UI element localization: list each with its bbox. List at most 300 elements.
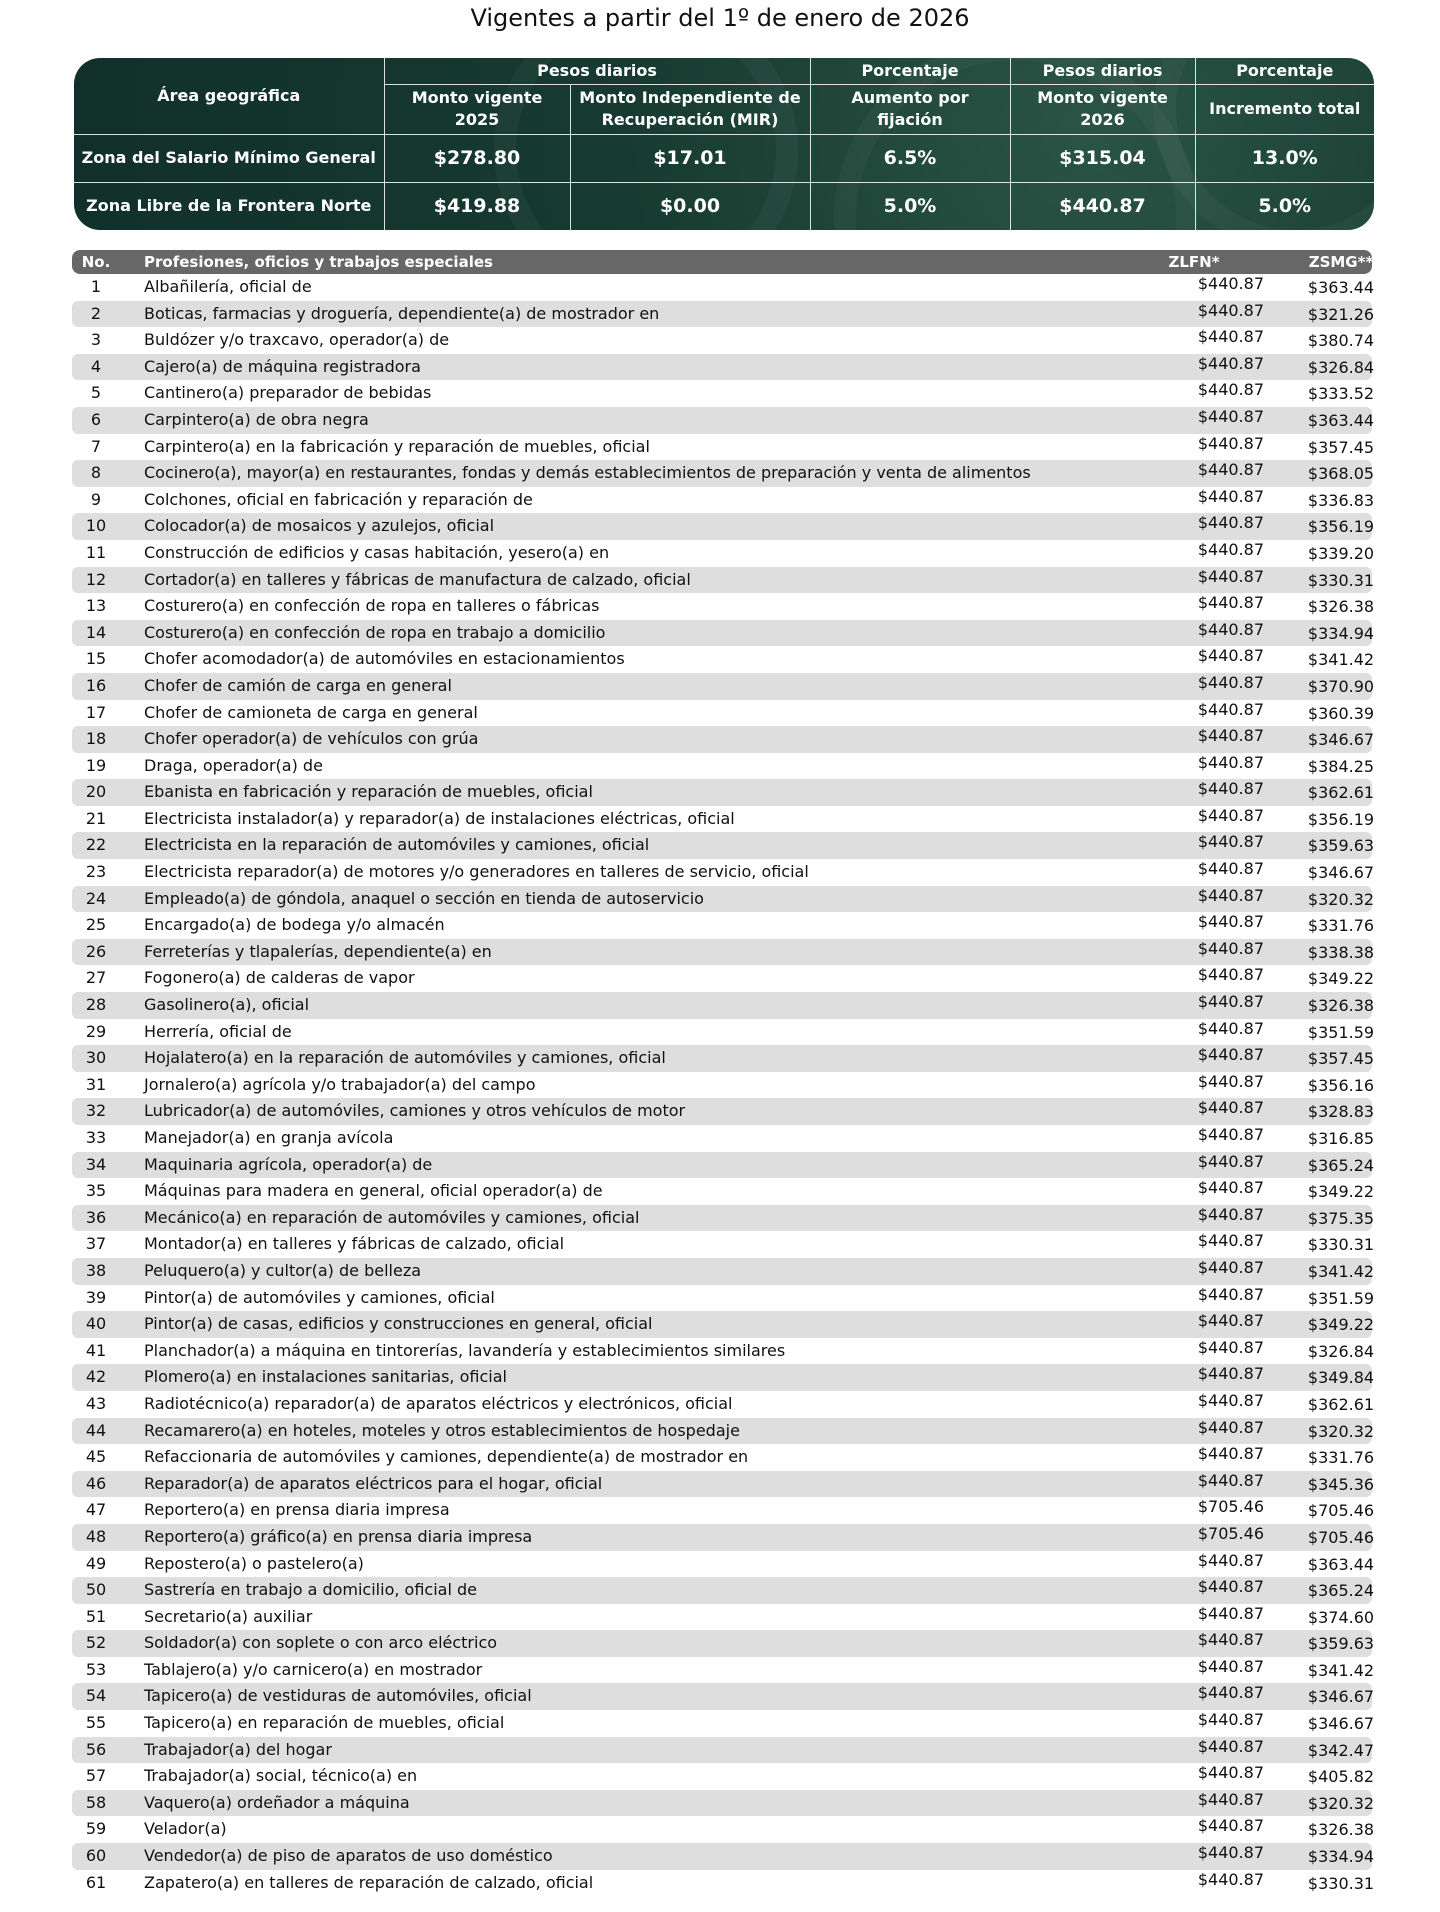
zone-label: Zona Libre de la Frontera Norte — [74, 182, 384, 230]
table-row — [72, 859, 1375, 886]
row-profession: Electricista en la reparación de automóviles y camiones, oficial — [144, 835, 650, 855]
row-number: 56 — [85, 1739, 107, 1759]
table-row — [72, 1656, 1375, 1684]
row-zsmg: $345.36 — [1307, 1474, 1375, 1494]
row-zsmg: $356.19 — [1307, 809, 1375, 829]
row-profession: Electricista reparador(a) de motores y/o generadores en talleres de servicio, oficial — [144, 862, 809, 882]
row-zsmg: $346.67 — [1307, 863, 1375, 883]
row-profession: Reportero(a) en prensa diaria impresa — [144, 1500, 450, 1520]
row-profession: Colocador(a) de mosaicos y azulejos, oficial — [144, 516, 495, 536]
row-number: 28 — [85, 995, 107, 1015]
row-profession: Manejador(a) en granja avícola — [144, 1128, 394, 1147]
row-profession: Encargado(a) de bodega y/o almacén — [144, 915, 445, 935]
row-profession: Cocinero(a), mayor(a) en restaurantes, fondas y demás establecimientos de preparación y venta de alimentos — [144, 463, 1031, 483]
row-zsmg: $370.90 — [1307, 676, 1375, 696]
row-number: 39 — [85, 1287, 107, 1307]
row-profession: Boticas, farmacias y droguería, dependiente(a) de mostrador en — [144, 303, 660, 323]
table-row — [72, 1444, 1375, 1471]
row-number: 21 — [85, 808, 107, 828]
row-zsmg: $331.76 — [1307, 916, 1375, 936]
row-zsmg: $339.20 — [1307, 543, 1375, 563]
row-profession: Vaquero(a) ordeñador a máquina — [144, 1792, 410, 1812]
row-zsmg: $330.31 — [1307, 570, 1375, 590]
table-row — [72, 406, 1375, 434]
row-zsmg: $328.83 — [1307, 1102, 1375, 1122]
row-number: 34 — [85, 1154, 107, 1174]
row-number: 31 — [85, 1074, 107, 1094]
table-row — [72, 752, 1375, 780]
row-zlfn: $440.87 — [1197, 1364, 1264, 1384]
row-number: 1 — [90, 277, 102, 296]
table-row — [72, 1789, 1375, 1817]
table-row — [72, 1125, 1375, 1152]
row-zlfn: $440.87 — [1197, 1390, 1264, 1410]
row-zlfn: $440.87 — [1197, 327, 1264, 347]
zone-value: 6.5% — [810, 134, 1010, 182]
row-profession: Chofer de camión de carga en general — [144, 675, 452, 695]
row-number: 46 — [85, 1473, 107, 1493]
table-row — [72, 726, 1375, 753]
zone-label: Zona del Salario Mínimo General — [74, 134, 384, 182]
row-profession: Herrería, oficial de — [144, 1021, 292, 1041]
row-zsmg: $346.67 — [1307, 1687, 1375, 1707]
row-zsmg: $363.44 — [1307, 1554, 1375, 1574]
row-zlfn: $440.87 — [1197, 1869, 1264, 1889]
row-number: 59 — [85, 1819, 107, 1839]
row-zlfn: $440.87 — [1197, 1098, 1264, 1118]
row-profession: Construcción de edificios y casas habitación, yesero(a) en — [144, 542, 610, 562]
row-number: 3 — [90, 330, 102, 350]
row-zsmg: $359.63 — [1307, 836, 1375, 856]
row-profession: Máquinas para madera en general, oficial operador(a) de — [144, 1181, 603, 1201]
row-zsmg: $326.38 — [1307, 996, 1375, 1016]
table-row — [72, 1577, 1375, 1604]
table-row — [72, 274, 1375, 301]
row-zlfn: $440.87 — [1197, 992, 1264, 1012]
table-row — [72, 1683, 1375, 1710]
zone-value: $0.00 — [570, 182, 810, 230]
row-profession: Reparador(a) de aparatos eléctricos para el hogar, oficial — [144, 1473, 603, 1493]
row-profession: Pintor(a) de automóviles y camiones, oficial — [144, 1287, 495, 1307]
row-zlfn: $440.87 — [1197, 486, 1264, 506]
table-row — [72, 1311, 1375, 1338]
table-row — [72, 699, 1375, 727]
row-zsmg: $705.46 — [1307, 1527, 1375, 1547]
table-row — [72, 1257, 1375, 1285]
page-title: Vigentes a partir del 1º de enero de 2026 — [470, 4, 970, 32]
area-header: Área geográfica — [74, 58, 384, 134]
row-profession: Planchador(a) a máquina en tintorerías, lavandería y establecimientos similares — [144, 1340, 786, 1360]
row-number: 8 — [90, 463, 102, 483]
row-zsmg: $356.19 — [1307, 517, 1375, 537]
row-number: 60 — [85, 1846, 107, 1866]
row-zlfn: $440.87 — [1197, 672, 1264, 692]
row-zlfn: $440.87 — [1197, 1204, 1264, 1224]
table-row — [72, 353, 1375, 381]
row-profession: Plomero(a) en instalaciones sanitarias, oficial — [144, 1367, 507, 1387]
row-zlfn: $440.87 — [1197, 885, 1264, 905]
row-zlfn: $440.87 — [1197, 1071, 1264, 1091]
row-number: 19 — [85, 755, 107, 775]
row-profession: Trabajador(a) del hogar — [144, 1739, 332, 1759]
table-row — [72, 1098, 1375, 1125]
row-number: 25 — [85, 915, 107, 935]
row-zlfn: $440.87 — [1197, 779, 1264, 799]
row-profession: Ebanista en fabricación y reparación de muebles, oficial — [144, 782, 593, 802]
summary-table — [74, 58, 1374, 230]
row-number: 45 — [85, 1447, 107, 1467]
row-zlfn: $440.87 — [1197, 1045, 1264, 1065]
row-zsmg: $368.05 — [1307, 464, 1375, 484]
row-profession: Carpintero(a) de obra negra — [144, 409, 369, 429]
table-row — [72, 1204, 1375, 1232]
row-zsmg: $342.47 — [1307, 1740, 1375, 1760]
row-number: 4 — [90, 356, 102, 376]
row-number: 50 — [85, 1580, 107, 1600]
row-zlfn: $440.87 — [1197, 859, 1264, 879]
table-row — [72, 593, 1375, 620]
row-number: 23 — [85, 862, 107, 882]
row-zlfn: $440.87 — [1197, 752, 1264, 772]
table-row — [72, 1071, 1375, 1099]
row-number: 27 — [85, 968, 107, 988]
table-row — [72, 433, 1375, 461]
row-zsmg: $362.61 — [1307, 783, 1375, 803]
row-zlfn: $440.87 — [1197, 1444, 1264, 1464]
row-zlfn: $440.87 — [1197, 805, 1264, 825]
zone-value: 13.0% — [1195, 134, 1374, 182]
row-zsmg: $362.61 — [1307, 1394, 1375, 1414]
row-number: 29 — [85, 1021, 107, 1041]
header-zsmg: ZSMG** — [1308, 253, 1374, 271]
row-zlfn: $440.87 — [1197, 1736, 1264, 1756]
row-profession: Costurero(a) en confección de ropa en talleres o fábricas — [144, 596, 600, 616]
group-header: Pesos diarios — [1010, 58, 1195, 84]
row-zsmg: $365.24 — [1307, 1581, 1375, 1601]
row-zlfn: $705.46 — [1197, 1497, 1264, 1517]
column-header: Monto vigente 2026 — [1010, 84, 1195, 134]
table-row — [72, 1364, 1375, 1391]
row-zsmg: $321.26 — [1307, 304, 1375, 324]
table-row — [72, 1603, 1375, 1631]
row-number: 38 — [85, 1260, 107, 1280]
row-zsmg: $330.31 — [1307, 1873, 1375, 1893]
table-row — [72, 1630, 1375, 1657]
row-number: 22 — [85, 835, 107, 855]
row-number: 51 — [85, 1606, 107, 1626]
row-number: 52 — [85, 1633, 107, 1653]
table-row — [72, 460, 1375, 487]
row-profession: Peluquero(a) y cultor(a) de belleza — [144, 1260, 422, 1280]
table-row — [72, 1736, 1375, 1764]
row-profession: Ferreterías y tlapalerías, dependiente(a) en — [144, 941, 492, 961]
row-zsmg: $384.25 — [1307, 756, 1375, 776]
row-number: 42 — [85, 1367, 107, 1387]
row-zsmg: $330.31 — [1307, 1235, 1375, 1255]
table-row — [72, 619, 1375, 647]
row-zlfn: $705.46 — [1197, 1523, 1264, 1543]
row-profession: Gasolinero(a), oficial — [144, 995, 310, 1015]
table-row — [72, 1337, 1375, 1365]
professions-table — [72, 250, 1375, 1896]
row-zlfn: $440.87 — [1197, 406, 1264, 426]
table-row — [72, 912, 1375, 939]
row-profession: Tablajero(a) y/o carnicero(a) en mostrador — [144, 1659, 483, 1679]
row-number: 5 — [90, 383, 102, 403]
row-profession: Chofer acomodador(a) de automóviles en estacionamientos — [144, 649, 625, 669]
table-row — [72, 646, 1375, 673]
row-zlfn: $440.87 — [1197, 1178, 1264, 1198]
row-zsmg: $320.32 — [1307, 889, 1375, 909]
row-zsmg: $331.76 — [1307, 1448, 1375, 1468]
row-zsmg: $333.52 — [1307, 384, 1375, 404]
header-no: No. — [81, 253, 111, 271]
row-number: 49 — [85, 1553, 107, 1573]
table-row — [72, 779, 1375, 806]
row-profession: Electricista instalador(a) y reparador(a) de instalaciones eléctricas, oficial — [144, 808, 735, 828]
table-row — [72, 1869, 1375, 1897]
zone-value: 5.0% — [1195, 182, 1374, 230]
row-number: 54 — [85, 1686, 107, 1706]
row-number: 11 — [85, 542, 107, 562]
table-row — [72, 1417, 1375, 1445]
row-number: 14 — [85, 622, 107, 642]
row-zsmg: $346.67 — [1307, 1714, 1375, 1734]
row-profession: Mecánico(a) en reparación de automóviles y camiones, oficial — [144, 1207, 640, 1227]
row-zlfn: $440.87 — [1197, 460, 1264, 480]
row-profession: Soldador(a) con soplete o con arco eléctrico — [144, 1633, 498, 1653]
row-number: 15 — [85, 649, 107, 669]
row-number: 10 — [85, 516, 107, 536]
header-profession: Profesiones, oficios y trabajos especiales — [144, 253, 493, 271]
row-number: 6 — [90, 409, 102, 429]
table-row — [72, 1843, 1375, 1870]
row-zlfn: $440.87 — [1197, 726, 1264, 746]
row-zsmg: $326.38 — [1307, 1820, 1375, 1840]
table-row — [72, 992, 1375, 1019]
row-profession: Carpintero(a) en la fabricación y reparación de muebles, oficial — [144, 436, 650, 456]
row-zsmg: $363.44 — [1307, 410, 1375, 430]
table-row — [72, 1816, 1375, 1843]
zone-value: $419.88 — [384, 182, 570, 230]
row-number: 18 — [85, 729, 107, 749]
row-zsmg: $357.45 — [1307, 1049, 1375, 1069]
row-zsmg: $349.84 — [1307, 1368, 1375, 1388]
row-number: 16 — [85, 675, 107, 695]
row-number: 30 — [85, 1048, 107, 1068]
row-zlfn: $440.87 — [1197, 1656, 1264, 1676]
row-profession: Chofer operador(a) de vehículos con grúa — [144, 729, 479, 749]
row-number: 57 — [85, 1766, 107, 1786]
row-profession: Repostero(a) o pastelero(a) — [144, 1553, 364, 1573]
table-row — [72, 300, 1375, 328]
table-row — [72, 965, 1375, 992]
row-profession: Sastrería en trabajo a domicilio, oficial de — [144, 1580, 477, 1600]
zone-value: $440.87 — [1010, 182, 1195, 230]
row-zlfn: $440.87 — [1197, 539, 1264, 559]
row-profession: Velador(a) — [144, 1819, 227, 1839]
row-number: 9 — [90, 489, 102, 509]
row-profession: Lubricador(a) de automóviles, camiones y otros vehículos de motor — [144, 1101, 686, 1121]
column-header: Aumento por fijación — [810, 84, 1010, 134]
row-zsmg: $351.59 — [1307, 1288, 1375, 1308]
row-number: 35 — [85, 1181, 107, 1201]
row-zsmg: $705.46 — [1307, 1501, 1375, 1521]
row-profession: Cortador(a) en talleres y fábricas de manufactura de calzado, oficial — [144, 569, 691, 589]
group-header: Porcentaje — [810, 58, 1010, 84]
row-zlfn: $440.87 — [1197, 912, 1264, 932]
table-row — [72, 1763, 1375, 1790]
zone-value: $17.01 — [570, 134, 810, 182]
row-zlfn: $440.87 — [1197, 1337, 1264, 1357]
row-zlfn: $440.87 — [1197, 513, 1264, 533]
row-profession: Hojalatero(a) en la reparación de automóviles y camiones, oficial — [144, 1048, 666, 1068]
row-zlfn: $440.87 — [1197, 1018, 1264, 1038]
row-profession: Draga, operador(a) de — [144, 755, 323, 775]
table-row — [72, 1710, 1375, 1737]
table-row — [72, 805, 1375, 833]
row-zsmg: $341.42 — [1307, 650, 1375, 670]
row-zsmg: $351.59 — [1307, 1022, 1375, 1042]
professions-rows — [72, 274, 1375, 1896]
row-profession: Cantinero(a) preparador de bebidas — [144, 383, 432, 403]
row-zsmg: $326.38 — [1307, 597, 1375, 617]
table-row — [72, 1045, 1375, 1072]
zone-value: 5.0% — [810, 182, 1010, 230]
row-zsmg: $338.38 — [1307, 942, 1375, 962]
group-header: Porcentaje — [1195, 58, 1374, 84]
zone-value: $278.80 — [384, 134, 570, 182]
row-number: 13 — [85, 596, 107, 616]
row-zlfn: $440.87 — [1197, 274, 1264, 293]
row-zsmg: $326.84 — [1307, 1341, 1375, 1361]
row-zsmg: $341.42 — [1307, 1660, 1375, 1680]
row-profession: Maquinaria agrícola, operador(a) de — [144, 1154, 433, 1174]
row-zlfn: $440.87 — [1197, 1603, 1264, 1623]
row-zlfn: $440.87 — [1197, 593, 1264, 613]
row-zlfn: $440.87 — [1197, 1125, 1264, 1144]
row-zlfn: $440.87 — [1197, 1763, 1264, 1783]
row-number: 7 — [90, 436, 102, 456]
row-number: 47 — [85, 1500, 107, 1520]
column-header: Monto vigente 2025 — [384, 84, 570, 134]
row-number: 43 — [85, 1393, 107, 1413]
row-profession: Chofer de camioneta de carga en general — [144, 702, 478, 722]
row-zsmg: $365.24 — [1307, 1155, 1375, 1175]
row-zlfn: $440.87 — [1197, 1151, 1264, 1171]
row-profession: Refaccionaria de automóviles y camiones, dependiente(a) de mostrador en — [144, 1447, 749, 1467]
table-row — [72, 885, 1375, 913]
column-header: Incremento total — [1195, 84, 1374, 134]
row-zlfn: $440.87 — [1197, 1311, 1264, 1331]
table-row — [72, 1550, 1375, 1578]
row-zsmg: $349.22 — [1307, 1182, 1375, 1202]
row-zsmg: $341.42 — [1307, 1261, 1375, 1281]
row-zlfn: $440.87 — [1197, 1630, 1264, 1650]
row-profession: Secretario(a) auxiliar — [144, 1606, 313, 1626]
row-zsmg: $326.84 — [1307, 357, 1375, 377]
row-zlfn: $440.87 — [1197, 832, 1264, 852]
row-zlfn: $440.87 — [1197, 1231, 1264, 1251]
row-number: 37 — [85, 1234, 107, 1254]
table-row — [72, 1151, 1375, 1179]
row-number: 41 — [85, 1340, 107, 1360]
row-zlfn: $440.87 — [1197, 566, 1264, 586]
row-number: 20 — [85, 782, 107, 802]
row-zsmg: $346.67 — [1307, 730, 1375, 750]
row-number: 40 — [85, 1314, 107, 1334]
table-row — [72, 938, 1375, 966]
row-number: 53 — [85, 1659, 107, 1679]
table-row — [72, 327, 1375, 354]
row-zlfn: $440.87 — [1197, 699, 1264, 719]
table-row — [72, 539, 1375, 567]
row-zsmg: $380.74 — [1307, 331, 1375, 351]
row-zlfn: $440.87 — [1197, 619, 1264, 639]
row-number: 36 — [85, 1207, 107, 1227]
row-number: 12 — [85, 569, 107, 589]
row-zlfn: $440.87 — [1197, 1816, 1264, 1836]
table-row — [72, 1523, 1375, 1551]
row-number: 55 — [85, 1713, 107, 1733]
row-zsmg: $320.32 — [1307, 1793, 1375, 1813]
row-zsmg: $374.60 — [1307, 1607, 1375, 1627]
row-zlfn: $440.87 — [1197, 433, 1264, 453]
row-profession: Radiotécnico(a) reparador(a) de aparatos eléctricos y electrónicos, oficial — [144, 1393, 733, 1413]
row-profession: Empleado(a) de góndola, anaquel o sección en tienda de autoservicio — [144, 888, 704, 908]
row-profession: Vendedor(a) de piso de aparatos de uso doméstico — [144, 1846, 553, 1866]
row-zlfn: $440.87 — [1197, 1470, 1264, 1490]
row-zsmg: $349.22 — [1307, 969, 1375, 989]
row-zlfn: $440.87 — [1197, 1789, 1264, 1809]
row-profession: Costurero(a) en confección de ropa en trabajo a domicilio — [144, 622, 606, 642]
row-profession: Jornalero(a) agrícola y/o trabajador(a) del campo — [144, 1074, 536, 1094]
table-row — [72, 1390, 1375, 1418]
row-zlfn: $440.87 — [1197, 1577, 1264, 1597]
row-number: 2 — [90, 303, 102, 323]
row-zlfn: $440.87 — [1197, 300, 1264, 320]
row-zsmg: $320.32 — [1307, 1421, 1375, 1441]
row-profession: Reportero(a) gráfico(a) en prensa diaria impresa — [144, 1526, 533, 1546]
table-row — [72, 380, 1375, 407]
row-zlfn: $440.87 — [1197, 646, 1264, 666]
row-zlfn: $440.87 — [1197, 380, 1264, 400]
table-row — [72, 1018, 1375, 1046]
row-zlfn: $440.87 — [1197, 353, 1264, 373]
table-row — [72, 486, 1375, 514]
row-profession: Tapicero(a) de vestiduras de automóviles, oficial — [144, 1686, 532, 1706]
row-zsmg: $375.35 — [1307, 1208, 1375, 1228]
row-profession: Trabajador(a) social, técnico(a) en — [144, 1766, 418, 1786]
row-profession: Cajero(a) de máquina registradora — [144, 356, 421, 376]
row-number: 26 — [85, 941, 107, 961]
table-row — [72, 513, 1375, 540]
row-zsmg: $405.82 — [1307, 1767, 1375, 1787]
row-zlfn: $440.87 — [1197, 1550, 1264, 1570]
row-zlfn: $440.87 — [1197, 1284, 1264, 1304]
row-zsmg: $359.63 — [1307, 1634, 1375, 1654]
table-row — [72, 1178, 1375, 1205]
row-zlfn: $440.87 — [1197, 1710, 1264, 1730]
row-profession: Tapicero(a) en reparación de muebles, oficial — [144, 1713, 505, 1733]
row-number: 48 — [85, 1526, 107, 1546]
table-row — [72, 1497, 1375, 1524]
row-zlfn: $440.87 — [1197, 1843, 1264, 1863]
row-profession: Pintor(a) de casas, edificios y construcciones en general, oficial — [144, 1314, 653, 1334]
row-zsmg: $363.44 — [1307, 278, 1375, 297]
row-profession: Recamarero(a) en hoteles, moteles y otros establecimientos de hospedaje — [144, 1420, 740, 1440]
table-row — [72, 1231, 1375, 1258]
